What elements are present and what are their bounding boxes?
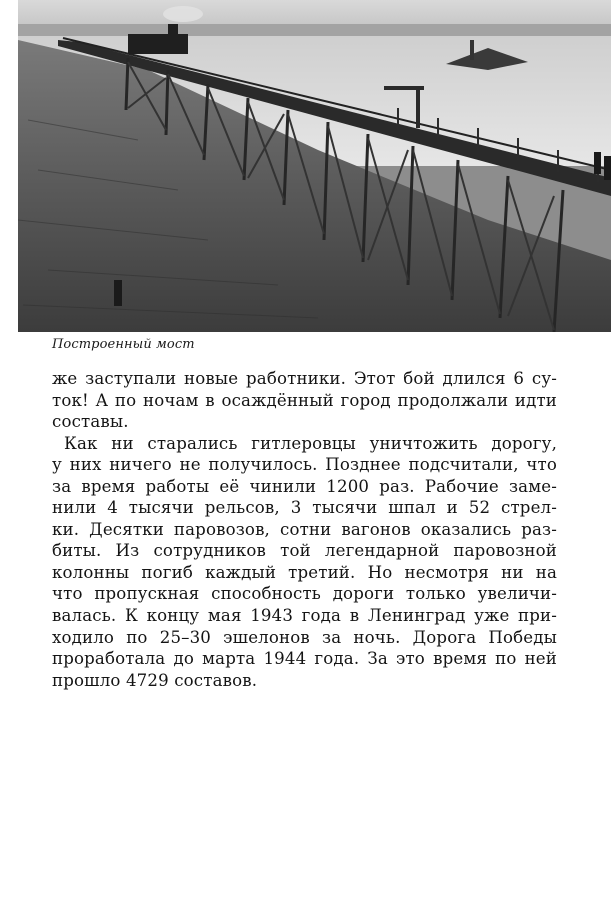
photo-caption: Построенный мост [52, 337, 195, 352]
text-line: составы. [52, 412, 129, 432]
bridge-photo-illustration [18, 0, 611, 332]
text-line: прошло 4729 составов. [52, 670, 258, 690]
text-line: колонны погиб каждый третий. Но несмотря ни на [52, 562, 557, 582]
text-line: биты. Из сотрудников той легендарной паровозной [52, 541, 557, 561]
text-line: за время работы её чинили 1200 раз. Рабочие заме- [52, 476, 557, 496]
bridge-photo [18, 0, 611, 332]
text-line: нили 4 тысячи рельсов, 3 тысячи шпал и 52 стрел- [52, 498, 557, 518]
text-line: у них ничего не получилось. Позднее подсчитали, что [52, 455, 557, 475]
text-line: ходило по 25–30 эшелонов за ночь. Дорога Победы [52, 627, 557, 647]
text-line: Как ни старались гитлеровцы уничтожить дорогу, [64, 433, 557, 453]
text-line: ток! А по ночам в осаждённый город продолжали идти [52, 390, 557, 410]
text-line: проработала до марта 1944 года. За это время по ней [52, 649, 557, 669]
text-line: валась. К концу мая 1943 года в Ленинград уже при- [52, 606, 557, 626]
text-line: ки. Десятки паровозов, сотни вагонов оказались раз- [52, 519, 557, 539]
body-text [52, 368, 557, 691]
text-line: что пропускная способность дороги только увеличи- [52, 584, 557, 604]
text-line: же заступали новые работники. Этот бой длился 6 су- [52, 369, 557, 388]
